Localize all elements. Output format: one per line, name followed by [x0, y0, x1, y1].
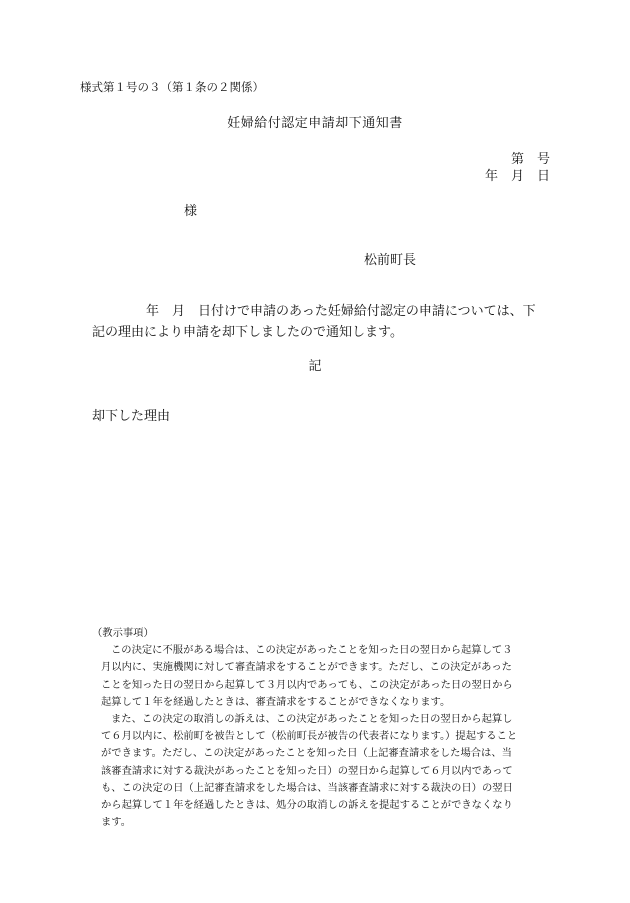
instruction-line: 月以内に、実施機関に対して審査請求をすることができます。ただし、この決定があった — [101, 661, 512, 674]
form-label: 様式第１号の３（第１条の２関係） — [80, 80, 264, 94]
document-date: 年 月 日 — [484, 169, 550, 184]
instruction-line: から起算して１年を経過したときは、処分の取消しの訴えを提起することができなくなり — [101, 799, 513, 812]
reason-heading: 却下した理由 — [92, 409, 171, 424]
body-line: 年 月 日付けで申請のあった妊婦給付認定の申請については、下 — [146, 304, 536, 319]
instruction-paragraph-2 — [92, 711, 552, 831]
instruction-heading: （教示事項） — [92, 627, 154, 639]
instruction-line: ができます。ただし、この決定があったことを知った日（上記審査請求をした場合は、当 — [101, 747, 512, 760]
instruction-line: も、この決定の日（上記審査請求をした場合は、当該審査請求に対する裁決の日）の翌日 — [101, 781, 513, 794]
document-number: 第 号 — [510, 152, 550, 167]
instruction-line: 起算して１年を経過したときは、審査請求をすることができなくなります。 — [101, 695, 451, 708]
notice-body — [92, 301, 550, 343]
ki-marker: 記 — [308, 359, 322, 374]
issuer: 松前町長 — [364, 253, 417, 268]
addressee: 様 — [184, 204, 198, 219]
instruction-notice — [92, 625, 552, 831]
instruction-line: この決定に不服がある場合は、この決定があったことを知った日の翌日から起算して３ — [111, 644, 513, 657]
instruction-line: て６月以内に、松前町を被告として（松前町長が被告の代表者になります。）提起すること — [101, 730, 518, 743]
instruction-line: また、この決定の取消しの訴えは、この決定があったことを知った日の翌日から起算し — [111, 713, 513, 726]
instruction-line: 該審査請求に対する裁決があったことを知った日）の翌日から起算して６月以内であって — [101, 764, 513, 777]
instruction-line: ことを知った日の翌日から起算して３月以内であっても、この決定があった日の翌日から — [101, 678, 513, 691]
body-line: 記の理由により申請を却下しましたので通知します。 — [92, 325, 403, 340]
instruction-line: ます。 — [101, 816, 132, 829]
document-title: 妊婦給付認定申請却下通知書 — [227, 116, 403, 131]
instruction-paragraph-1 — [92, 642, 552, 711]
